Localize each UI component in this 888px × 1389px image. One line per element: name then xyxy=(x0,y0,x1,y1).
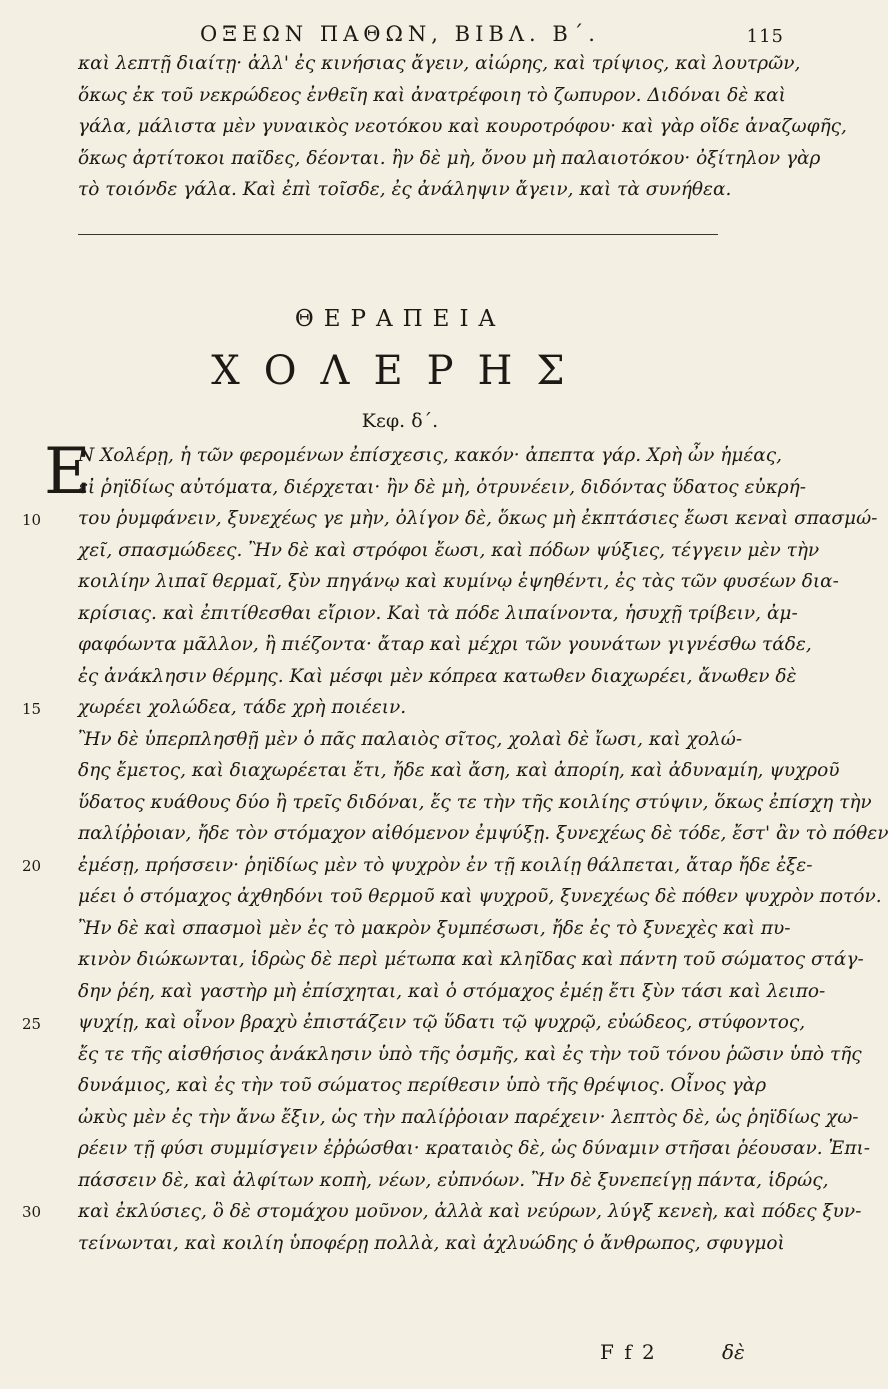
text-line: καὶ ἐκλύσιες, ὃ δὲ στομάχου μοῦνον, ἀλλὰ καὶ νεύρων, λύγξ κενεὴ, καὶ πόδες ξυν- xyxy=(78,1201,862,1222)
drop-cap: E xyxy=(44,435,91,509)
text-line: εἰ ῥηϊδίως αὐτόματα, διέρχεται· ἢν δὲ μὴ, ὀτρυνέειν, διδόντας ὕδατος εὐκρή- xyxy=(78,476,806,498)
text-line: ὅκως ἐκ τοῦ νεκρώδεος ἐνθεῖη καὶ ἀνατρέφοιη τὸ ζωπυρον. Διδόναι δὲ καὶ xyxy=(78,84,786,106)
text-line: Ἢν δὲ καὶ σπασμοὶ μὲν ἐς τὸ μακρὸν ξυμπέσωσι, ἤδε ἐς τὸ ξυνεχὲς καὶ πυ- xyxy=(78,917,791,939)
section-heading: ΘΕΡΑΠΕΙΑ xyxy=(294,306,506,332)
text-line: τὸ τοιόνδε γάλα. Καὶ ἐπὶ τοῖσδε, ἐς ἀνάληψιν ἄγειν, καὶ τὰ συνήθεα. xyxy=(78,179,732,200)
line-number: 30 xyxy=(22,1203,42,1221)
text-line: δυνάμιος, καὶ ἐς τὴν τοῦ σώματος περίθεσιν ὑπὸ τῆς θρέψιος. Οἶνος γὰρ xyxy=(78,1075,767,1096)
text-line: N Χολέρῃ, ἡ τῶν φερομένων ἐπίσχεσις, κακόν· ἀπεπτα γάρ. Χρὴ ὦν ἡμέας, xyxy=(78,445,783,466)
text-line: κρίσιας. καὶ ἐπιτίθεσθαι εἴριον. Καὶ τὰ πόδε λιπαίνοντα, ἡσυχῇ τρίβειν, ἀμ- xyxy=(78,602,798,624)
text-line: μέει ὁ στόμαχος ἀχθηδόνι τοῦ θερμοῦ καὶ ψυχροῦ, ξυνεχέως δὲ πόθεν ψυχρὸν ποτόν. xyxy=(78,886,882,907)
text-line: ἐμέσῃ, πρήσσειν· ῥηϊδίως μὲν τὸ ψυχρὸν ἐν τῇ κοιλίῃ θάλπεται, ἄταρ ἤδε ἐξε- xyxy=(78,854,813,876)
text-line: χωρέει χολώδεα, τάδε χρὴ ποιέειν. xyxy=(78,697,407,718)
text-line: χεῖ, σπασμώδεες. Ἢν δὲ καὶ στρόφοι ἔωσι, καὶ πόδων ψύξιες, τέγγειν μὲν τὴν xyxy=(78,539,820,561)
text-line: ψυχίῃ, καὶ οἶνον βραχὺ ἐπιστάζειν τῷ ὕδατι τῷ ψυχρῷ, εὐώδεος, στύφοντος, xyxy=(78,1012,806,1033)
text-line: καὶ λεπτῇ διαίτῃ· ἀλλ' ἐς κινήσιας ἄγειν, αἰώρης, καὶ τρίψιος, καὶ λουτρῶν, xyxy=(78,53,801,74)
section-title: ΧΟΛΕΡΗΣ xyxy=(211,348,589,394)
text-line: ἐς ἀνάκλησιν θέρμης. Καὶ μέσφι μὲν κόπρεα κατωθεν διαχωρέει, ἄνωθεν δὲ xyxy=(78,665,797,687)
text-line: Ἢν δὲ ὑπερπλησθῇ μὲν ὁ πᾶς παλαιὸς σῖτος, χολαὶ δὲ ἴωσι, καὶ χολώ- xyxy=(78,728,743,750)
text-line: του ῥυμφάνειν, ξυνεχέως γε μὴν, ὀλίγον δὲ, ὅκως μὴ ἐκπτάσιες ἔωσι κεναὶ σπασμώ- xyxy=(78,508,878,529)
text-line: ὠκὺς μὲν ἐς τὴν ἄνω ἔξιν, ὡς τὴν παλίῤῥοιαν παρέχειν· λεπτὸς δὲ, ὡς ῥηϊδίως χω- xyxy=(78,1106,859,1128)
text-line: ὕδατος κυάθους δύο ἢ τρεῖς διδόναι, ἔς τε τὴν τῆς κοιλίης στύψιν, ὅκως ἐπίσχη τὴν xyxy=(78,791,872,813)
line-number: 15 xyxy=(22,700,42,718)
text-line: ἔς τε τῆς αἰσθήσιος ἀνάκλησιν ὑπὸ τῆς ὀσμῆς, καὶ ἐς τὴν τοῦ τόνου ῥῶσιν ὑπὸ τῆς xyxy=(78,1043,862,1065)
text-line: ρέειν τῇ φύσι συμμίσγειν ἐῤῥώσθαι· κραταιὸς δὲ, ὡς δύναμιν στῆσαι ῥέουσαν. Ἐπι- xyxy=(78,1138,870,1159)
page-number: 115 xyxy=(746,26,784,47)
line-number: 10 xyxy=(22,511,42,529)
text-line: παλίῤῥοιαν, ἤδε τὸν στόμαχον αἰθόμενον ἐμψύξῃ. ξυνεχέως δὲ τόδε, ἔστ' ἂν τὸ πόθεν xyxy=(78,823,888,844)
printer-signature: F f 2 xyxy=(600,1340,657,1364)
text-line: δην ῥέη, καὶ γαστὴρ μὴ ἐπίσχηται, καὶ ὁ στόμαχος ἐμέῃ ἔτι ξὺν τάσι καὶ λειπο- xyxy=(78,980,826,1002)
catchword: δὲ xyxy=(722,1340,745,1364)
text-line: κινὸν διώκωνται, ἱδρὼς δὲ περὶ μέτωπα καὶ κληῖδας καὶ πάντη τοῦ σώματος στάγ- xyxy=(78,949,864,970)
line-number: 25 xyxy=(22,1015,42,1033)
text-line: ὅκως ἀρτίτοκοι παῖδες, δέονται. ἢν δὲ μὴ, ὄνου μὴ παλαιοτόκου· ὀξίτηλον γὰρ xyxy=(78,147,821,169)
chapter-label: Κεφ. δ΄. xyxy=(361,410,439,432)
text-line: φαφόωντα μᾶλλον, ἢ πιέζοντα· ἄταρ καὶ μέχρι τῶν γουνάτων γιγνέσθω τάδε, xyxy=(78,634,812,655)
line-number: 20 xyxy=(22,857,42,875)
running-title: ΟΞΕΩΝ ΠΑΘΩΝ, ΒΙΒΛ. Β΄. xyxy=(200,22,600,46)
text-line: δης ἔμετος, καὶ διαχωρέεται ἔτι, ἤδε καὶ ἄση, καὶ ἀπορίη, καὶ ἀδυναμίη, ψυχροῦ xyxy=(78,760,840,781)
top-paragraph xyxy=(78,48,847,206)
text-line: τείνωνται, καὶ κοιλίη ὑποφέρῃ πολλὰ, καὶ ἀχλυώδης ὁ ἄνθρωπος, σφυγμοὶ xyxy=(78,1232,785,1254)
text-line: κοιλίην λιπαῖ θερμαῖ, ξὺν πηγάνῳ καὶ κυμίνῳ ἑψηθέντι, ἐς τὰς τῶν φυσέων δια- xyxy=(78,571,839,592)
text-line: γάλα, μάλιστα μὲν γυναικὸς νεοτόκου καὶ κουροτρόφου· καὶ γὰρ οἴδε ἀναζωφῆς, xyxy=(78,116,847,137)
main-paragraph xyxy=(78,440,888,1259)
section-divider xyxy=(78,234,718,235)
text-line: πάσσειν δὲ, καὶ ἀλφίτων κοπὴ, νέων, εὐπνόων. Ἢν δὲ ξυνεπείγῃ πάντα, ἱδρώς, xyxy=(78,1169,829,1191)
